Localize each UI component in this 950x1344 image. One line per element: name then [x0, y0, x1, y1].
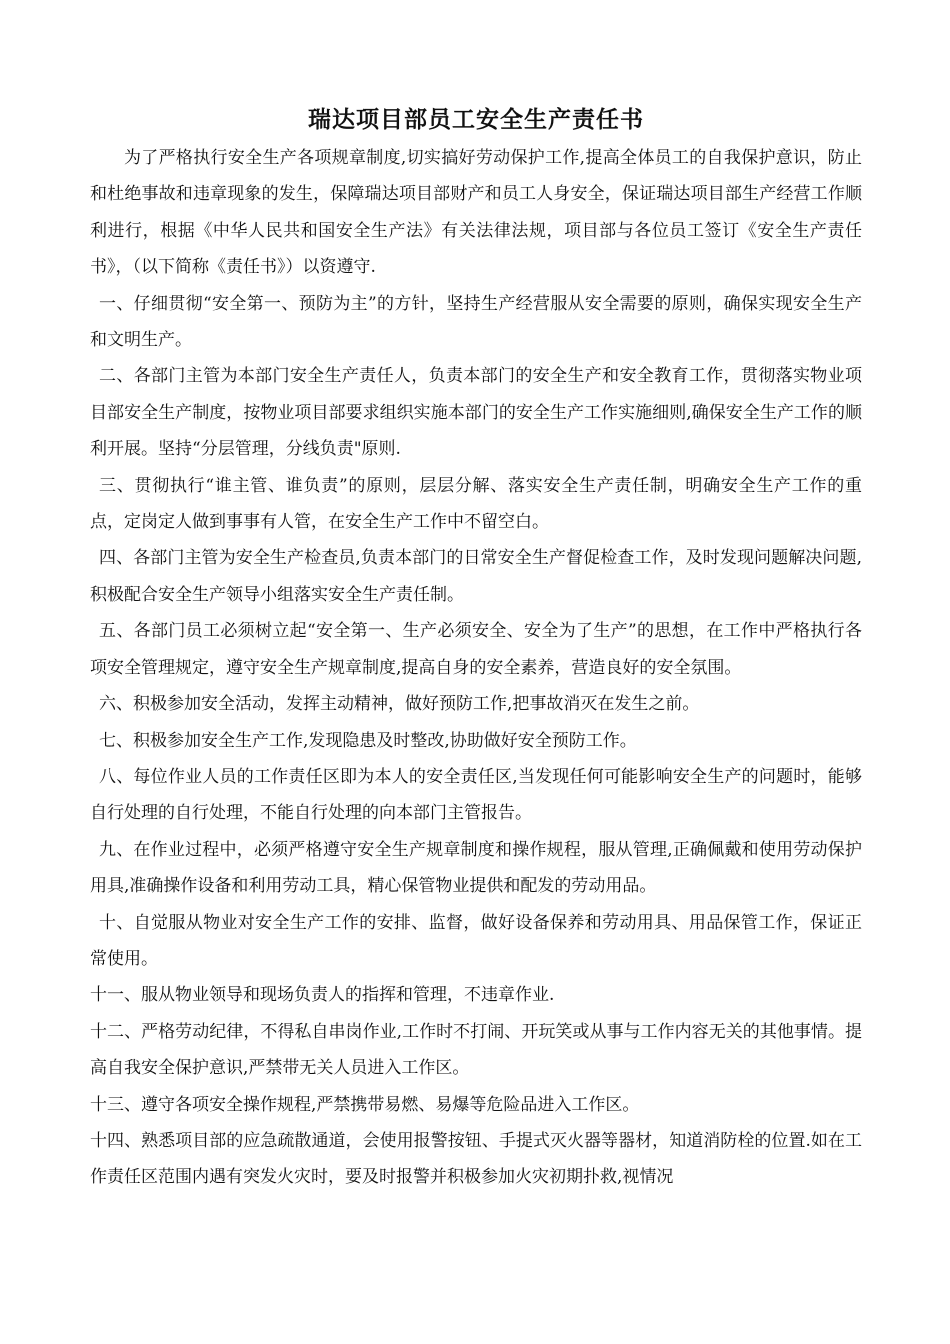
clause-12: 十二、严格劳动纪律，不得私自串岗作业,工作时不打闹、开玩笑或从事与工作内容无关的其他事情。提高自我安全保护意识,严禁带无关人员进入工作区。: [90, 1021, 862, 1079]
intro-paragraph: 为了严格执行安全生产各项规章制度,切实搞好劳动保护工作,提高全体员工的自我保护意识，防止和杜绝事故和违章现象的发生，保障瑞达项目部财产和员工人身安全，保证瑞达项目部生产经营工作顺利进行，根据《中华人民共和国安全生产法》有关法律法规，项目部与各位员工签订《安全生产责任书》，（以下简称《责任书》）以资遵守.: [90, 148, 862, 278]
clause-11: 十一、服从物业领导和现场负责人的指挥和管理，不违章作业.: [90, 985, 555, 1006]
clause-6: 六、积极参加安全活动，发挥主动精神，做好预防工作,把事故消灭在发生之前。: [99, 694, 700, 715]
clause-7: 七、积极参加安全生产工作,发现隐患及时整改,协助做好安全预防工作。: [99, 730, 637, 751]
clause-14: 十四、熟悉项目部的应急疏散通道，会使用报警按钮、手提式灭火器等器材，知道消防栓的位置.如在工作责任区范围内遇有突发火灾时，要及时报警并积极参加火灾初期扑救,视情况: [90, 1130, 862, 1188]
clause-4: 四、各部门主管为安全生产检查员,负责本部门的日常安全生产督促检查工作，及时发现问题解决问题,积极配合安全生产领导小组落实安全生产责任制。: [90, 548, 862, 605]
clause-2: 二、各部门主管为本部门安全生产责任人，负责本部门的安全生产和安全教育工作，贯彻落实物业项目部安全生产制度，按物业项目部要求组织实施本部门的安全生产工作实施细则,确保安全生产工作的顺利开展。坚持“分层管理，分线负责"原则.: [90, 366, 862, 460]
clause-3: 三、贯彻执行“谁主管、谁负责”的原则，层层分解、落实安全生产责任制，明确安全生产工作的重点，定岗定人做到事事有人管，在安全生产工作中不留空白。: [90, 475, 862, 533]
clause-9: 九、在作业过程中，必须严格遵守安全生产规章制度和操作规程，服从管理,正确佩戴和使用劳动保护用具,准确操作设备和利用劳动工具，精心保管物业提供和配发的劳动用品。: [90, 839, 862, 897]
clause-1: 一、仔细贯彻“安全第一、预防为主”的方针，坚持生产经营服从安全需要的原则，确保实现安全生产和文明生产。: [90, 293, 862, 351]
clause-10: 十、自觉服从物业对安全生产工作的安排、监督，做好设备保养和劳动用具、用品保管工作，保证正常使用。: [90, 912, 862, 969]
document-title: 瑞达项目部员工安全生产责任书: [308, 107, 644, 133]
clause-13: 十三、遵守各项安全操作规程,严禁携带易燃、易爆等危险品进入工作区。: [90, 1094, 640, 1115]
clause-5: 五、各部门员工必须树立起“安全第一、生产必须安全、安全为了生产”的思想，在工作中严格执行各项安全管理规定，遵守安全生产规章制度,提高自身的安全素养，营造良好的安全氛围。: [90, 621, 862, 678]
clause-8: 八、每位作业人员的工作责任区即为本人的安全责任区,当发现任何可能影响安全生产的问题时，能够自行处理的自行处理，不能自行处理的向本部门主管报告。: [90, 766, 862, 824]
document-page: [90, 104, 862, 1196]
